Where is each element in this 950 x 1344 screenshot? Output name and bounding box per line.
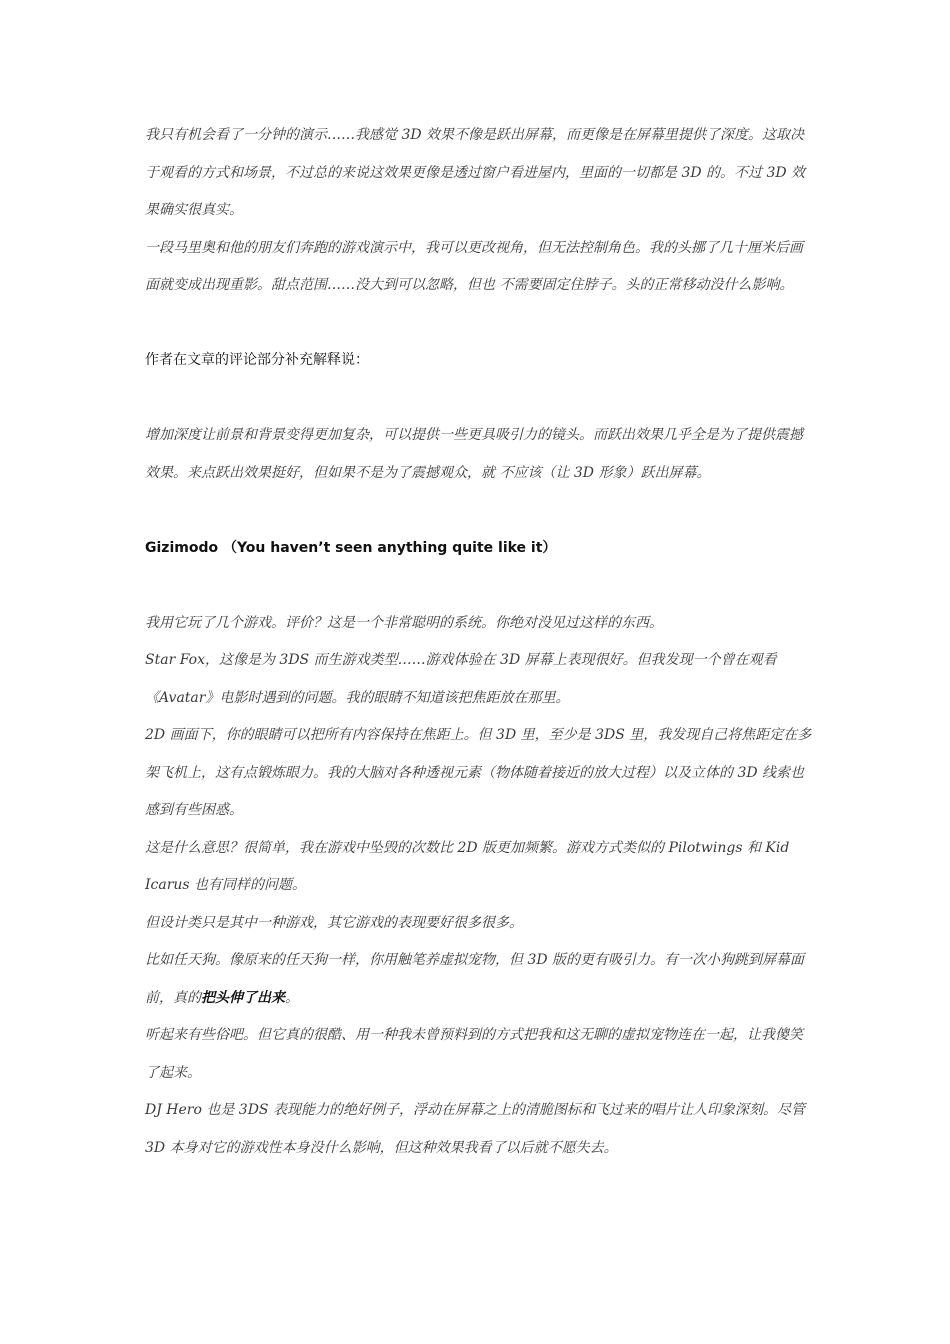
quote3-p6-emphasis: 把头伸了出来 [201,989,285,1006]
quote3-p6-text-after: 。 [285,989,299,1006]
spacer [145,380,815,418]
quote3-paragraph-4: 这是什么意思？很简单，我在游戏中坠毁的次数比 2D 版更加频繁。游戏方式类似的 Pilotwings 和 Kid Icarus 也有同样的问题。 [145,839,790,893]
quote3-paragraph-6 [145,942,815,1017]
quote1-paragraph-2: 一段马里奥和他的朋友们奔跑的游戏演示中，我可以更改视角，但无法控制角色。我的头挪了几十厘米后画面就变成出现重影。甜点范围……没大到可以忽略，但也 不需要固定住脖子。头的正常移动没什么影响。 [145,239,803,293]
document-body [145,117,815,1167]
author-note: 作者在文章的评论部分补充解释说： [145,352,369,368]
quote3-paragraph-1: 我用它玩了几个游戏。评价？这是一个非常聪明的系统。你绝对没见过这样的东西。 [145,614,663,631]
quote3-paragraph-8: DJ Hero 也是 3DS 表现能力的绝好例子，浮动在屏幕之上的清脆图标和飞过来的唱片让人印象深刻。尽管 3D 本身对它的游戏性本身没什么影响，但这种效果我看了以后就不愿失去。 [145,1102,805,1156]
quote1-paragraph-1: 我只有机会看了一分钟的演示……我感觉 3D 效果不像是跃出屏幕，而更像是在屏幕里提供了深度。这取决于观看的方式和场景，不过总的来说这效果更像是透过窗户看进屋内，里面的一切都是 3D 的。不过 3D 效果确实很真实。 [145,127,806,218]
quote3-paragraph-7: 听起来有些俗吧。但它真的很酷、用一种我未曾预料到的方式把我和这无聊的虚拟宠物连在一起，让我傻笑了起来。 [145,1027,803,1081]
quote3-paragraph-2: Star Fox，这像是为 3DS 而生游戏类型……游戏体验在 3D 屏幕上表现很好。但我发现一个曾在观看《Avatar》电影时遇到的问题。我的眼睛不知道该把焦距放在那里。 [145,652,777,706]
quote3-p6-text-before: 比如任天狗。像原来的任天狗一样，你用触笔养虚拟宠物，但 3D 版的更有吸引力。有一次小狗跳到屏幕面前，真的 [145,952,805,1006]
gizmodo-heading: Gizimodo （You haven’t seen anything quite like it） [145,539,557,556]
spacer [145,492,815,530]
quote2-paragraph: 增加深度让前景和背景变得更加复杂，可以提供一些更具吸引力的镜头。而跃出效果几乎全是为了提供震撼效果。来点跃出效果挺好，但如果不是为了震撼观众，就 不应该（让 3D 形象）跃出屏幕。 [145,427,803,481]
quote3-paragraph-3: 2D 画面下，你的眼睛可以把所有内容保持在焦距上。但 3D 里，至少是 3DS 里，我发现自己将焦距定在多架飞机上，这有点锻炼眼力。我的大脑对各种透视元素（物体随着接近的放大过程）以及立体的 3D 线索也感到有些困惑。 [145,727,812,818]
spacer [145,305,815,343]
quote3-paragraph-5: 但设计类只是其中一种游戏，其它游戏的表现要好很多很多。 [145,914,523,931]
spacer [145,567,815,605]
